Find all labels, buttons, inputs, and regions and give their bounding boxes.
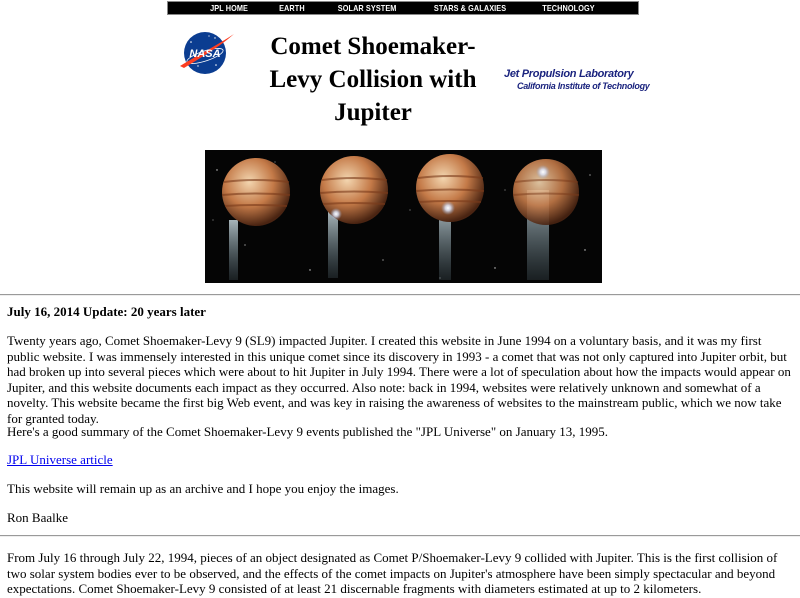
jupiter-impact-banner-image [205, 150, 602, 283]
divider [0, 294, 800, 296]
nav-technology[interactable]: TECHNOLOGY [541, 3, 595, 13]
intro-paragraph: From July 16 through July 22, 1994, pieces of an object designated as Comet P/Shoemaker-Levy 9 collided with Jupiter. This is the first collision of two solar system bodies ever to be observed, and the effects of the comet impacts on Jupiter's atmosphere have been simply spectacular and beyond expectations. Comet Shoemaker-Levy 9 consisted of at least 21 discernable fragments with diameters estimated at up to 2 kilometers. [7, 550, 778, 597]
nasa-logo-text: NASA [189, 48, 221, 60]
divider [0, 535, 800, 537]
update-paragraph-3: This website will remain up as an archive and I hope you enjoy the images. [7, 481, 399, 496]
jpl-universe-article-link[interactable]: JPL Universe article [7, 452, 113, 467]
nav-earth[interactable]: EARTH [279, 3, 306, 13]
page-title: Comet Shoemaker-Levy Collision with Jupiter [269, 33, 477, 126]
jpl-universe-link-container [7, 452, 797, 468]
author-signature: Ron Baalke [7, 510, 69, 525]
update-paragraph-2: Here's a good summary of the Comet Shoemaker-Levy 9 events published the "JPL Universe" on January 13, 1995. [7, 424, 609, 439]
nav-solar-system[interactable]: SOLAR SYSTEM [338, 3, 397, 13]
jpl-logo-line1: Jet Propulsion Laboratory [504, 68, 634, 80]
update-heading: July 16, 2014 Update: 20 years later [7, 304, 206, 319]
nav-jpl-home[interactable]: JPL HOME [210, 3, 249, 13]
jpl-logo-line2: California Institute of Technology [517, 81, 650, 91]
jpl-logo [504, 68, 650, 94]
nasa-logo-icon [178, 28, 236, 78]
nav-stars-galaxies[interactable]: STARS & GALAXIES [433, 3, 506, 13]
update-paragraph-1: Twenty years ago, Comet Shoemaker-Levy 9 (SL9) impacted Jupiter. I created this website in June 1994 on a voluntary basis, and it was my first public website. I was immensely interested in this unique comet since its discovery in 1993 - a comet that was not only captured into Jupiter orbit, but had broken up into several pieces which were about to hit Jupiter in July 1994. There were a lot of speculation about how the impacts would appear on Jupiter, and this website documents each impact as they occurred. Also note: back in 1994, websites were relatively unknown and somewhat of a novelty. This website became the first big Web event, and was key in raising the awareness of websites to the mainstream public, which we now take for granted today. [7, 333, 791, 426]
top-nav-bar [167, 1, 639, 15]
